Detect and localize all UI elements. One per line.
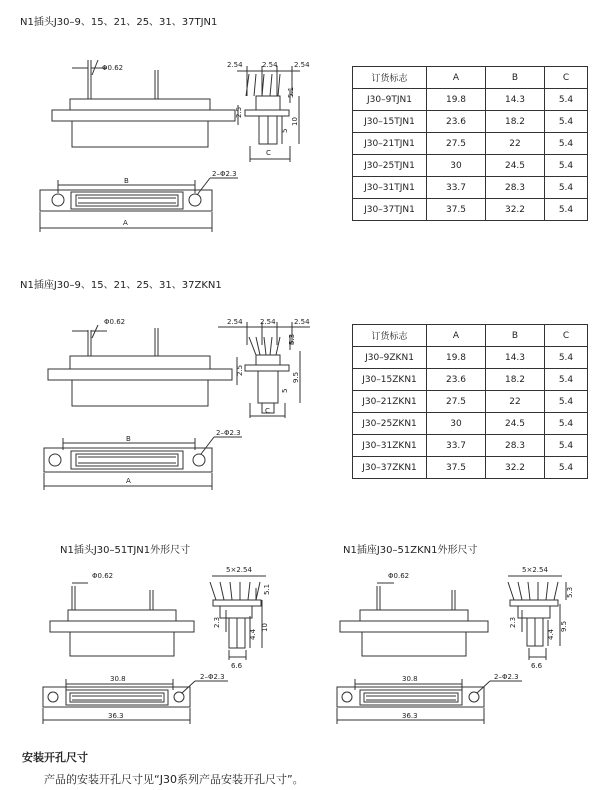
dim-label-b: 30.8 xyxy=(110,675,126,683)
cell-b: 28.3 xyxy=(486,435,545,457)
cell-code: J30–21TJN1 xyxy=(353,133,427,155)
cell-b: 18.2 xyxy=(486,369,545,391)
cell-a: 27.5 xyxy=(427,133,486,155)
dim-label-a: 36.3 xyxy=(402,712,418,720)
dim-label-v3: 9.5 xyxy=(292,371,300,383)
cell-a: 33.7 xyxy=(427,435,486,457)
header-c: C xyxy=(545,67,588,89)
cell-b: 18.2 xyxy=(486,111,545,133)
dim-label-v1: 2.5 xyxy=(235,106,243,118)
dia-label: Φ0.62 xyxy=(92,572,114,580)
section2-title: N1插座J30–9、15、21、25、31、37ZKN1 xyxy=(20,280,222,291)
pitch-label-2: 2.54 xyxy=(262,61,278,69)
cell-b: 32.2 xyxy=(486,199,545,221)
dim-label-w: 6.6 xyxy=(231,662,243,670)
dim-label-v2: 5 xyxy=(281,388,289,393)
cell-c: 5.4 xyxy=(545,347,588,369)
pitch-label-2: 2.54 xyxy=(260,318,276,326)
cell-a: 37.5 xyxy=(427,457,486,479)
cell-code: J30–37ZKN1 xyxy=(353,457,427,479)
cell-c: 5.4 xyxy=(545,133,588,155)
dim-label-a: A xyxy=(123,219,128,227)
cell-b: 14.3 xyxy=(486,347,545,369)
cell-a: 23.6 xyxy=(427,111,486,133)
cell-code: J30–9TJN1 xyxy=(353,89,427,111)
holes-label: 2–Φ2.3 xyxy=(494,673,519,681)
cell-code: J30–31ZKN1 xyxy=(353,435,427,457)
small-drawing-2 xyxy=(337,566,574,724)
cell-c: 5.4 xyxy=(545,435,588,457)
dim-label-v3: 9.5 xyxy=(560,620,568,632)
cell-c: 5.4 xyxy=(545,457,588,479)
cell-a: 19.8 xyxy=(427,347,486,369)
small-drawing-1 xyxy=(43,566,271,724)
dim-label-w: 6.6 xyxy=(531,662,543,670)
dim-label-v1: 2.5 xyxy=(236,364,244,376)
cell-code: J30–15ZKN1 xyxy=(353,369,427,391)
cell-a: 37.5 xyxy=(427,199,486,221)
header-b: B xyxy=(486,67,545,89)
section1-title: N1插头J30–9、15、21、25、31、37TJN1 xyxy=(20,17,218,28)
cell-a: 30 xyxy=(427,413,486,435)
dim-label-v3: 10 xyxy=(261,623,269,632)
pitch-label-1: 2.54 xyxy=(227,61,243,69)
cell-a: 33.7 xyxy=(427,177,486,199)
cell-code: J30–21ZKN1 xyxy=(353,391,427,413)
dia-label: Φ0.62 xyxy=(388,572,410,580)
dim-label-b: 30.8 xyxy=(402,675,418,683)
dim-label-v2: 5 xyxy=(281,128,289,133)
dim-label-v4: 5.3 xyxy=(566,586,574,598)
header-a: A xyxy=(427,67,486,89)
cell-b: 28.3 xyxy=(486,177,545,199)
pitch-label-1: 2.54 xyxy=(227,318,243,326)
small-drawing-1-title: N1插头J30–51TJN1外形尺寸 xyxy=(60,545,191,556)
dim-label-c: C xyxy=(266,149,271,157)
dia-label: Φ0.62 xyxy=(102,64,124,72)
cell-b: 24.5 xyxy=(486,155,545,177)
dim-label-v4: 5.1 xyxy=(263,583,271,595)
dia-label: Φ0.62 xyxy=(104,318,126,326)
dim-label-a: A xyxy=(126,477,131,485)
dim-label-v2: 4.4 xyxy=(249,628,257,640)
cell-code: J30–25ZKN1 xyxy=(353,413,427,435)
holes-label: 2–Φ2.3 xyxy=(212,170,237,178)
pitch-label-3: 2.54 xyxy=(294,61,310,69)
cell-c: 5.4 xyxy=(545,413,588,435)
cell-code: J30–15TJN1 xyxy=(353,111,427,133)
header-c: C xyxy=(545,325,588,347)
cell-code: J30–9ZKN1 xyxy=(353,347,427,369)
cell-b: 22 xyxy=(486,133,545,155)
cell-c: 5.4 xyxy=(545,369,588,391)
cell-b: 24.5 xyxy=(486,413,545,435)
dim-label-b: B xyxy=(126,435,131,443)
cell-a: 30 xyxy=(427,155,486,177)
dim-label-v2: 4.4 xyxy=(547,628,555,640)
cell-b: 32.2 xyxy=(486,457,545,479)
pitch-label: 5×2.54 xyxy=(522,566,548,574)
dim-label-v1: 2.3 xyxy=(213,616,221,628)
small-drawing-2-title: N1插座J30–51ZKN1外形尺寸 xyxy=(343,545,478,556)
dim-label-v3: 10 xyxy=(291,117,299,126)
cell-code: J30–25TJN1 xyxy=(353,155,427,177)
cell-a: 27.5 xyxy=(427,391,486,413)
cell-b: 14.3 xyxy=(486,89,545,111)
header-order-code: 订货标志 xyxy=(353,325,427,347)
dim-label-a: 36.3 xyxy=(108,712,124,720)
header-a: A xyxy=(427,325,486,347)
header-order-code: 订货标志 xyxy=(353,67,427,89)
mounting-text: 产品的安装开孔尺寸见“J30系列产品安装开孔尺寸”。 xyxy=(44,773,304,786)
cell-c: 5.4 xyxy=(545,89,588,111)
cell-c: 5.4 xyxy=(545,111,588,133)
cell-c: 5.4 xyxy=(545,391,588,413)
cell-c: 5.4 xyxy=(545,199,588,221)
cell-a: 19.8 xyxy=(427,89,486,111)
dim-label-v4: 5.3 xyxy=(288,333,296,345)
cell-code: J30–31TJN1 xyxy=(353,177,427,199)
cell-code: J30–37TJN1 xyxy=(353,199,427,221)
cell-b: 22 xyxy=(486,391,545,413)
dim-label-v1: 2.3 xyxy=(509,616,517,628)
dim-label-b: B xyxy=(124,177,129,185)
cell-a: 23.6 xyxy=(427,369,486,391)
cell-c: 5.4 xyxy=(545,155,588,177)
pitch-label-3: 2.54 xyxy=(294,318,310,326)
cell-c: 5.4 xyxy=(545,177,588,199)
dim-label-v4: 5.1 xyxy=(287,86,295,98)
holes-label: 2–Φ2.3 xyxy=(200,673,225,681)
holes-label: 2–Φ2.3 xyxy=(216,429,241,437)
mounting-heading: 安装开孔尺寸 xyxy=(22,751,88,764)
pitch-label: 5×2.54 xyxy=(226,566,252,574)
dim-label-c: C xyxy=(265,407,270,415)
header-b: B xyxy=(486,325,545,347)
